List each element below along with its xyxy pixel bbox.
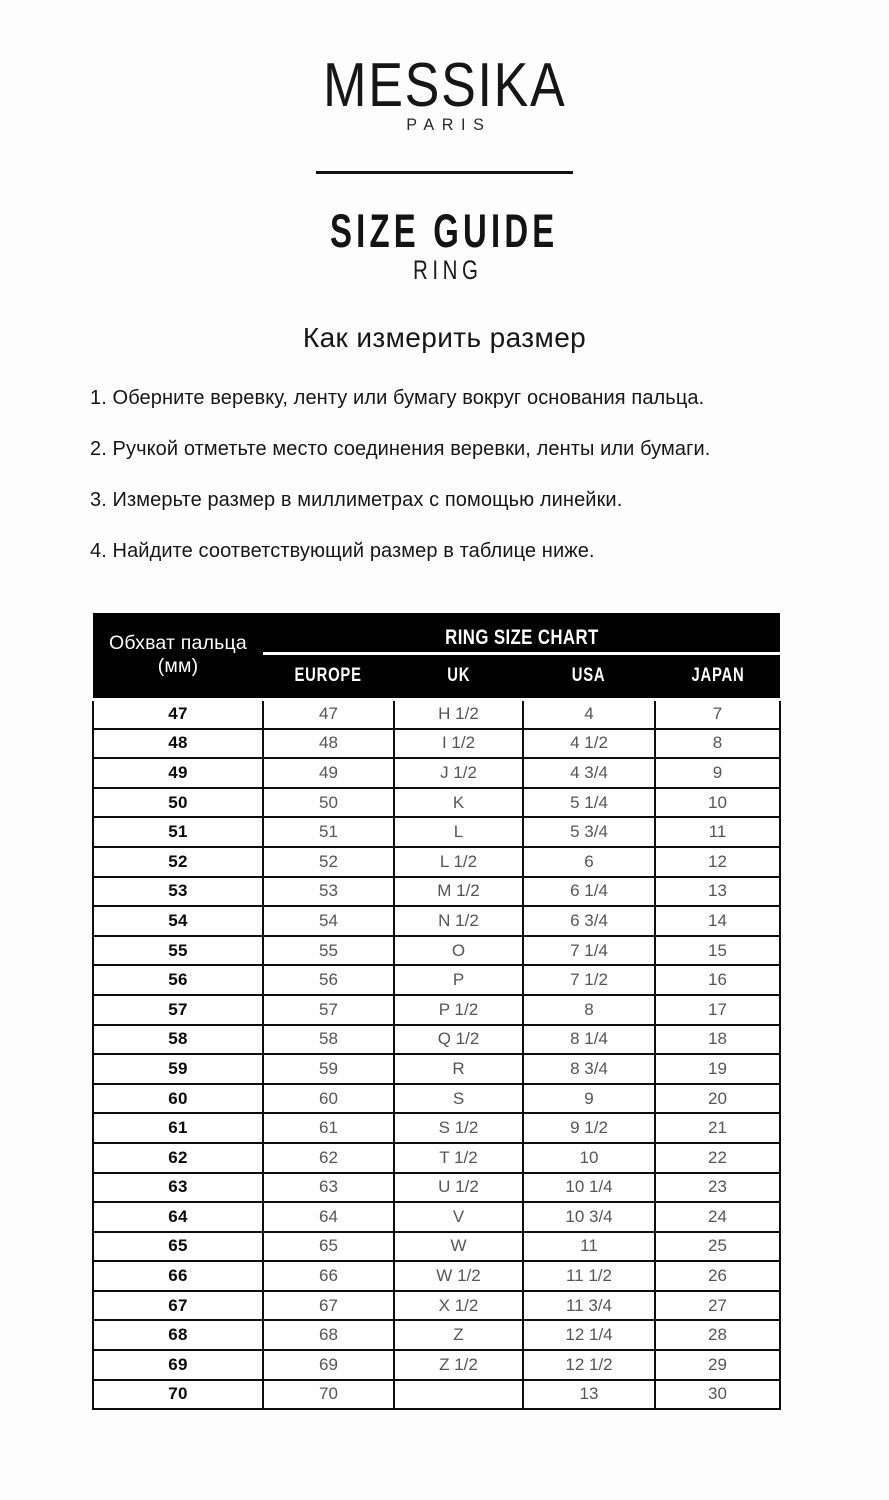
cell-size: 11	[655, 817, 780, 847]
cell-size: 56	[263, 965, 394, 995]
ring-size-table	[92, 613, 781, 1410]
cell-size: 28	[655, 1320, 780, 1350]
cell-size: P	[394, 965, 523, 995]
cell-size: M 1/2	[394, 877, 523, 907]
cell-mm: 54	[93, 906, 263, 936]
cell-size: 49	[263, 758, 394, 788]
cell-size: 5 3/4	[523, 817, 655, 847]
cell-size: Z	[394, 1320, 523, 1350]
cell-size: 68	[263, 1320, 394, 1350]
column-header-uk: UK	[394, 653, 523, 699]
cell-size: 27	[655, 1291, 780, 1321]
table-row	[93, 1113, 780, 1143]
cell-size: 9	[523, 1084, 655, 1114]
table-row	[93, 847, 780, 877]
cell-size: 13	[523, 1380, 655, 1410]
cell-size: 57	[263, 995, 394, 1025]
row-header-line2: (мм)	[157, 655, 199, 678]
table-row	[93, 699, 780, 729]
table-row	[93, 965, 780, 995]
cell-size: J 1/2	[394, 758, 523, 788]
cell-size: 50	[263, 788, 394, 818]
cell-size: 4	[523, 699, 655, 729]
table-row	[93, 1350, 780, 1380]
brand-city-text: PARIS	[405, 115, 492, 134]
column-header-japan: JAPAN	[655, 653, 780, 699]
cell-size: 9	[655, 758, 780, 788]
cell-mm: 68	[93, 1320, 263, 1350]
table-header	[93, 613, 780, 699]
brand-logo-text: MESSIKA	[322, 51, 567, 120]
cell-size: W	[394, 1232, 523, 1262]
howto-step: 3. Измерьте размер в миллиметрах с помощью линейки.	[90, 489, 623, 511]
cell-size: 52	[263, 847, 394, 877]
cell-size: 69	[263, 1350, 394, 1380]
cell-size: 60	[263, 1084, 394, 1114]
cell-mm: 55	[93, 936, 263, 966]
cell-size: 4 1/2	[523, 729, 655, 759]
table-row	[93, 1173, 780, 1203]
cell-size: 19	[655, 1054, 780, 1084]
cell-mm: 65	[93, 1232, 263, 1262]
size-table-body	[93, 699, 780, 1409]
table-row	[93, 1143, 780, 1173]
howto-step: 2. Ручкой отметьте место соединения веревки, ленты или бумаги.	[90, 438, 711, 460]
cell-size: 65	[263, 1232, 394, 1262]
cell-size: 22	[655, 1143, 780, 1173]
ring-size-table-wrap	[92, 613, 781, 1410]
cell-size: T 1/2	[394, 1143, 523, 1173]
cell-mm: 53	[93, 877, 263, 907]
brand-logo	[0, 50, 889, 121]
cell-size: 6	[523, 847, 655, 877]
cell-size: 51	[263, 817, 394, 847]
cell-size: N 1/2	[394, 906, 523, 936]
cell-mm: 48	[93, 729, 263, 759]
column-header-usa: USA	[523, 653, 655, 699]
cell-size: 17	[655, 995, 780, 1025]
cell-size: 14	[655, 906, 780, 936]
cell-size: P 1/2	[394, 995, 523, 1025]
cell-mm: 60	[93, 1084, 263, 1114]
cell-size: 63	[263, 1173, 394, 1203]
table-row	[93, 1232, 780, 1262]
cell-size: 8 1/4	[523, 1025, 655, 1055]
cell-size: 10 3/4	[523, 1202, 655, 1232]
cell-size: 54	[263, 906, 394, 936]
table-row	[93, 1202, 780, 1232]
cell-size: 59	[263, 1054, 394, 1084]
cell-size: 18	[655, 1025, 780, 1055]
howto-step: 1. Оберните веревку, ленту или бумагу вокруг основания пальца.	[90, 387, 705, 409]
cell-size: 7 1/2	[523, 965, 655, 995]
table-row	[93, 877, 780, 907]
row-header-line1: Обхват пальца	[109, 632, 247, 655]
cell-size: 66	[263, 1261, 394, 1291]
cell-size: Z 1/2	[394, 1350, 523, 1380]
howto-steps	[90, 387, 839, 591]
cell-size: 25	[655, 1232, 780, 1262]
cell-mm: 58	[93, 1025, 263, 1055]
table-row	[93, 788, 780, 818]
cell-size: 23	[655, 1173, 780, 1203]
cell-mm: 62	[93, 1143, 263, 1173]
cell-mm: 56	[93, 965, 263, 995]
cell-mm: 66	[93, 1261, 263, 1291]
brand-city	[0, 115, 889, 135]
table-row	[93, 1380, 780, 1410]
cell-size: 30	[655, 1380, 780, 1410]
cell-size: 53	[263, 877, 394, 907]
table-row	[93, 817, 780, 847]
cell-mm: 64	[93, 1202, 263, 1232]
table-row	[93, 995, 780, 1025]
cell-size: 10	[523, 1143, 655, 1173]
cell-size: 62	[263, 1143, 394, 1173]
cell-size: 11 3/4	[523, 1291, 655, 1321]
page-title-text: SIZE GUIDE	[330, 204, 559, 257]
cell-mm: 61	[93, 1113, 263, 1143]
cell-size: 6 3/4	[523, 906, 655, 936]
chart-title-cell	[263, 613, 780, 653]
page-subtitle-text: RING	[412, 255, 483, 285]
cell-size: V	[394, 1202, 523, 1232]
cell-size: 16	[655, 965, 780, 995]
cell-mm: 69	[93, 1350, 263, 1380]
cell-size: 5 1/4	[523, 788, 655, 818]
cell-size: 11 1/2	[523, 1261, 655, 1291]
cell-size: 47	[263, 699, 394, 729]
table-row	[93, 758, 780, 788]
row-header-cell	[93, 613, 263, 699]
cell-size: 67	[263, 1291, 394, 1321]
cell-size: Q 1/2	[394, 1025, 523, 1055]
cell-size: U 1/2	[394, 1173, 523, 1203]
cell-size: S	[394, 1084, 523, 1114]
cell-size: 13	[655, 877, 780, 907]
cell-size: K	[394, 788, 523, 818]
cell-size: R	[394, 1054, 523, 1084]
cell-size: I 1/2	[394, 729, 523, 759]
cell-size	[394, 1380, 523, 1410]
cell-size: 4 3/4	[523, 758, 655, 788]
cell-mm: 50	[93, 788, 263, 818]
cell-size: 29	[655, 1350, 780, 1380]
cell-size: H 1/2	[394, 699, 523, 729]
cell-size: 12 1/2	[523, 1350, 655, 1380]
cell-mm: 49	[93, 758, 263, 788]
divider-line	[316, 171, 573, 174]
cell-size: 24	[655, 1202, 780, 1232]
cell-mm: 52	[93, 847, 263, 877]
cell-size: L	[394, 817, 523, 847]
cell-size: 58	[263, 1025, 394, 1055]
cell-size: 64	[263, 1202, 394, 1232]
table-row	[93, 1320, 780, 1350]
cell-size: 7	[655, 699, 780, 729]
cell-size: 8	[655, 729, 780, 759]
table-row	[93, 1054, 780, 1084]
table-row	[93, 936, 780, 966]
page-subtitle	[0, 255, 889, 286]
chart-title-text: RING SIZE CHART	[444, 625, 599, 649]
cell-mm: 67	[93, 1291, 263, 1321]
cell-size: 9 1/2	[523, 1113, 655, 1143]
cell-size: 6 1/4	[523, 877, 655, 907]
table-row	[93, 1025, 780, 1055]
howto-step: 4. Найдите соответствующий размер в таблице ниже.	[90, 540, 595, 562]
cell-size: 26	[655, 1261, 780, 1291]
cell-mm: 70	[93, 1380, 263, 1410]
cell-mm: 51	[93, 817, 263, 847]
cell-size: 12	[655, 847, 780, 877]
cell-size: 10	[655, 788, 780, 818]
cell-size: 70	[263, 1380, 394, 1410]
cell-size: 8	[523, 995, 655, 1025]
cell-size: 15	[655, 936, 780, 966]
cell-size: 12 1/4	[523, 1320, 655, 1350]
cell-size: L 1/2	[394, 847, 523, 877]
table-row	[93, 906, 780, 936]
cell-mm: 47	[93, 699, 263, 729]
table-row	[93, 729, 780, 759]
cell-size: 55	[263, 936, 394, 966]
cell-size: 20	[655, 1084, 780, 1114]
cell-size: 10 1/4	[523, 1173, 655, 1203]
cell-size: 21	[655, 1113, 780, 1143]
column-header-europe: EUROPE	[263, 653, 394, 699]
cell-mm: 63	[93, 1173, 263, 1203]
cell-size: 61	[263, 1113, 394, 1143]
cell-mm: 57	[93, 995, 263, 1025]
cell-size: S 1/2	[394, 1113, 523, 1143]
cell-mm: 59	[93, 1054, 263, 1084]
cell-size: 8 3/4	[523, 1054, 655, 1084]
howto-title: Как измерить размер	[302, 322, 587, 353]
cell-size: O	[394, 936, 523, 966]
table-row	[93, 1261, 780, 1291]
cell-size: 11	[523, 1232, 655, 1262]
page-title	[0, 203, 889, 258]
cell-size: W 1/2	[394, 1261, 523, 1291]
cell-size: X 1/2	[394, 1291, 523, 1321]
cell-size: 48	[263, 729, 394, 759]
table-row	[93, 1084, 780, 1114]
cell-size: 7 1/4	[523, 936, 655, 966]
table-row	[93, 1291, 780, 1321]
